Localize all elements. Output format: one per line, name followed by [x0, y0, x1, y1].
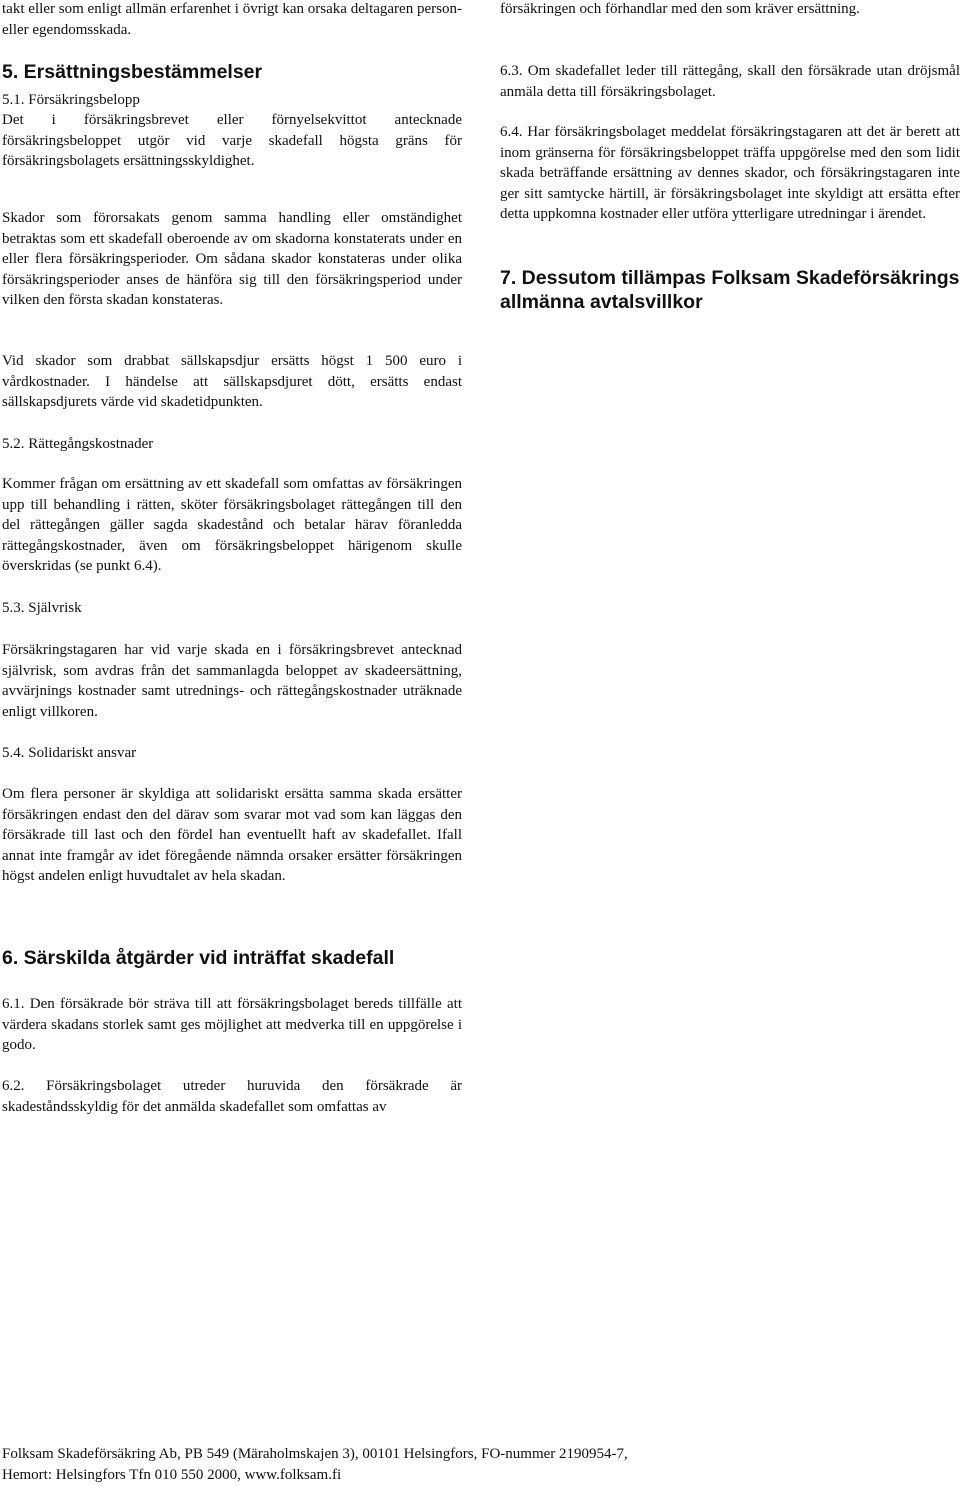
- page-footer: [2, 1444, 902, 1485]
- section-5-4-title: 5.4. Solidariskt ansvar: [2, 745, 137, 761]
- section-6-heading: 6. Särskilda åtgärder vid inträffat skadefall: [2, 947, 395, 969]
- section-5-2-title: 5.2. Rättegångskostnader: [2, 436, 154, 452]
- section-5-3-title: 5.3. Självrisk: [2, 600, 82, 616]
- intro-continuation: takt eller som enligt allmän erfarenhet i övrigt kan orsaka deltagaren person- eller egendomsskada.: [2, 1, 462, 38]
- section-6-4-paragraph: 6.4. Har försäkringsbolaget meddelat försäkringstagaren att det är berett att inom gränserna för försäkringsbeloppet träffa uppgörelse med den som lidit skada beträffande ersättning av dennes skador, och försäkringstagaren inte ger sitt samtycke härtill, är försäkringsbolaget inte skyldigt att ersätta efter detta uppkomna kostnader eller utföra ytterligare utredningar i ärendet.: [500, 124, 960, 222]
- footer-line-1: Folksam Skadeförsäkring Ab, PB 549 (Märaholmskajen 3), 00101 Helsingfors, FO-nummer 2190954-7,: [2, 1446, 628, 1462]
- section-5-4-paragraph: Om flera personer är skyldiga att solidariskt ersätta samma skada ersätter försäkringen endast den del därav som svarar mot vad som kan läggas den försäkrade till last och den fördel han eventuellt haft av skadefallet. Ifall annat inte framgår av idet föregående nämnda orsaker ersätter försäkringen högst andelen enligt huvudtalet av hela skadan.: [2, 786, 462, 884]
- section-5-1-paragraph-1: Det i försäkringsbrevet eller förnyelsekvittot antecknade försäkringsbeloppet utgör vid varje skadefall högsta gräns för försäkringsbolagets ersättningsskyldighet.: [2, 112, 462, 169]
- section-7-heading: 7. Dessutom tillämpas Folksam Skadeförsäkrings allmänna avtalsvillkor: [500, 267, 960, 313]
- section-6-1-paragraph: 6.1. Den försäkrade bör sträva till att försäkringsbolaget bereds tillfälle att värdera skadans storlek samt ges möjlighet att medverka till en uppgörelse i godo.: [2, 996, 462, 1053]
- section-6-2-paragraph: 6.2. Försäkringsbolaget utreder huruvida den försäkrade är skadeståndsskyldig för det anmälda skadefallet som omfattas av: [2, 1078, 462, 1115]
- section-5-1-paragraph-2: Skador som förorsakats genom samma handling eller omständighet betraktas som ett skadefall oberoende av om skadorna konstaterats under en eller flera försäkringsperioder. Om sådana skador konstateras under olika försäkringsperioder anses de hänföra sig till den försäkringsperiod under vilken den första skadan konstateras.: [2, 210, 462, 308]
- section-6-3-paragraph: 6.3. Om skadefallet leder till rättegång, skall den försäkrade utan dröjsmål anmäla detta till försäkringsbolaget.: [500, 63, 960, 100]
- footer-line-2: Hemort: Helsingfors Tfn 010 550 2000, www.folksam.fi: [2, 1466, 342, 1483]
- section-6-2-continuation: försäkringen och förhandlar med den som kräver ersättning.: [500, 1, 860, 17]
- section-5-heading: 5. Ersättningsbestämmelser: [2, 61, 263, 83]
- section-5-1-paragraph-3: Vid skador som drabbat sällskapsdjur ersätts högst 1 500 euro i vårdkostnader. I händelse att sällskapsdjuret dött, ersätts endast sällskapsdjurets värde vid skadetidpunkten.: [2, 353, 462, 410]
- section-5-1-title: 5.1. Försäkringsbelopp: [2, 92, 140, 108]
- section-5-2-paragraph: Kommer frågan om ersättning av ett skadefall som omfattas av försäkringen upp till behandling i rätten, sköter försäkringsbolaget rättegången till den del rättegången gäller sagda skadestånd och betalar härav föranledda rättegångskostnader, även om försäkringsbeloppet härigenom skulle överskridas (se punkt 6.4).: [2, 476, 462, 574]
- section-5-3-paragraph: Försäkringstagaren har vid varje skada en i försäkringsbrevet antecknad självrisk, som avdras från det sammanlagda beloppet av skadeersättning, avvärjnings kostnader samt utrednings- och rättegångskostnader uträknade enligt villkoren.: [2, 642, 462, 720]
